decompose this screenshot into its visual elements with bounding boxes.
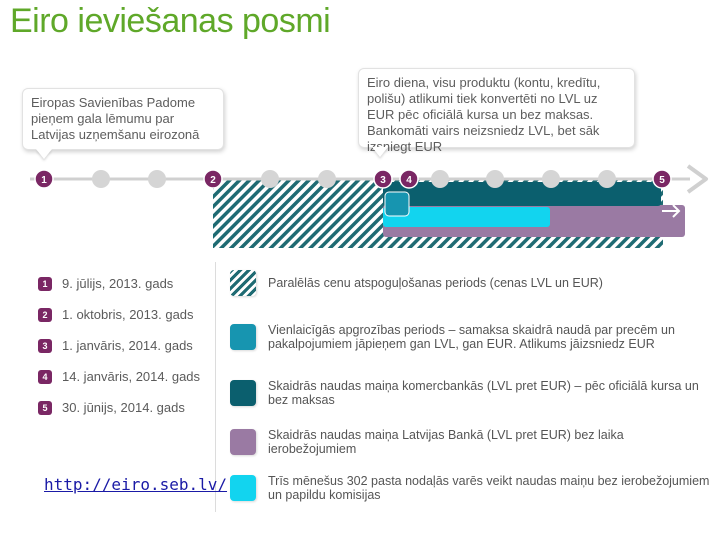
date-label: 9. jūlijs, 2013. gads — [62, 276, 174, 291]
timeline-marker-5 — [653, 170, 671, 188]
timeline-dot — [431, 170, 449, 188]
timeline-dot — [148, 170, 166, 188]
date-item-5 — [38, 392, 213, 423]
timeline-marker-2 — [204, 170, 222, 188]
timeline-marker-3 — [374, 170, 392, 188]
date-item-2 — [38, 299, 213, 330]
commercial-bank-exchange-band — [383, 182, 661, 206]
timeline-diagram — [0, 150, 720, 260]
date-label: 1. janvāris, 2014. gads — [62, 338, 193, 353]
legend-item-dual-circulation — [230, 323, 710, 351]
dual-circulation-band — [385, 192, 409, 216]
timeline-dot — [598, 170, 616, 188]
callout-euro-day — [358, 68, 635, 154]
date-item-1 — [38, 268, 213, 299]
legend-text: Trīs mēnešus 302 pasta nodaļās varēs veikt naudas maiņu bez ierobežojumiem un papildu komisijas — [268, 474, 710, 502]
legend-text: Skaidrās naudas maiņa Latvijas Bankā (LVL pret EUR) bez laika ierobežojumiem — [268, 428, 624, 456]
legend-swatch-hatched — [230, 270, 256, 296]
date-item-4 — [38, 361, 213, 392]
callout-eu-decision — [22, 88, 224, 150]
date-number-badge: 3 — [38, 339, 52, 353]
callout-euro-day-text: Eiro diena, visu produktu (kontu, kredītu, polišu) atlikumi tiek konvertēti no LVL uz EUR pēc oficiālā kursa un bez maksas. Bankomāti vairs neizsniedz LVL, bet sāk izsniegt EUR — [367, 75, 601, 154]
date-number-badge: 5 — [38, 401, 52, 415]
timeline-arrow-icon — [688, 166, 706, 192]
callout-eu-decision-text: Eiropas Savienības Padome pieņem gala lēmumu par Latvijas uzņemšanu eirozonā — [31, 95, 200, 142]
timeline-marker-label: 1 — [41, 175, 47, 186]
timeline-dot — [318, 170, 336, 188]
timeline-marker-label: 4 — [406, 175, 412, 186]
timeline-dot — [92, 170, 110, 188]
legend-swatch-dark-teal — [230, 380, 256, 406]
timeline-dot — [261, 170, 279, 188]
timeline-marker-label: 5 — [659, 175, 665, 186]
legend-item-latvijas-banka — [230, 428, 710, 456]
legend-swatch-blue — [230, 324, 256, 350]
legend-swatch-purple — [230, 429, 256, 455]
legend-text: Skaidrās naudas maiņa komercbankās (LVL pret EUR) – pēc oficiālā kursa un bez maksas — [268, 379, 699, 407]
date-label: 14. janvāris, 2014. gads — [62, 369, 201, 384]
date-label: 1. oktobris, 2013. gads — [62, 307, 194, 322]
timeline-marker-1 — [35, 170, 53, 188]
timeline-dot — [486, 170, 504, 188]
date-label: 30. jūnijs, 2014. gads — [62, 400, 185, 415]
source-link[interactable]: http://eiro.seb.lv/ — [44, 475, 228, 494]
legend-item-commercial-bank — [230, 379, 710, 407]
legend-text: Paralēlās cenu atspoguļošanas periods (cenas LVL un EUR) — [268, 276, 603, 290]
timeline-marker-4 — [400, 170, 418, 188]
date-number-badge: 1 — [38, 277, 52, 291]
timeline-dot — [542, 170, 560, 188]
legend-item-post-office — [230, 474, 710, 502]
timeline-marker-label: 2 — [210, 175, 216, 186]
legend-item-parallel-pricing — [230, 270, 710, 296]
timeline-marker-label: 3 — [380, 175, 386, 186]
date-number-badge: 2 — [38, 308, 52, 322]
date-list — [38, 268, 213, 423]
legend-text: Vienlaicīgās apgrozības periods – samaksa skaidrā naudā par precēm un pakalpojumiem jāpieņem gan LVL, gan EUR. Atlikums jāizsniedz EUR — [268, 323, 675, 351]
legend-swatch-cyan — [230, 475, 256, 501]
date-item-3 — [38, 330, 213, 361]
date-number-badge: 4 — [38, 370, 52, 384]
page-title: Eiro ieviešanas posmi — [10, 2, 331, 40]
